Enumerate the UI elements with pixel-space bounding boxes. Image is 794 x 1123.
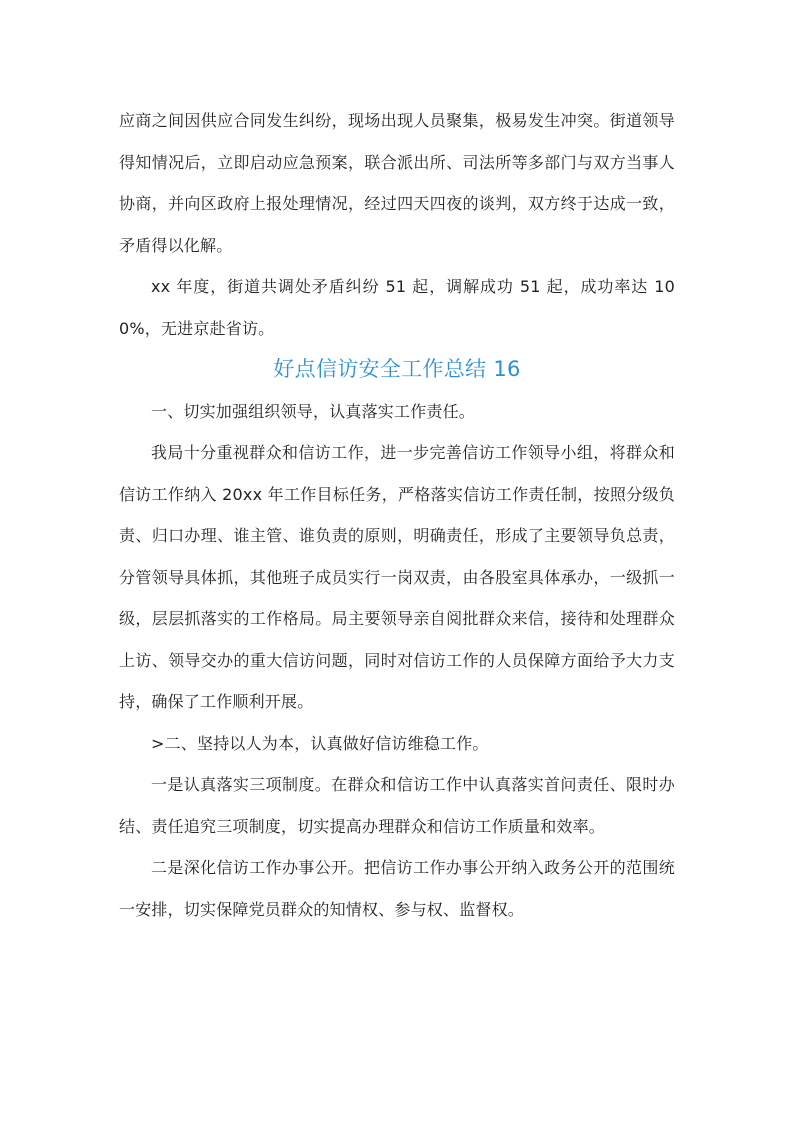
section-heading: 好点信访安全工作总结 16 xyxy=(273,357,521,381)
body-paragraph-1: 应商之间因供应合同发生纠纷，现场出现人员聚集，极易发生冲突。街道领导得知情况后，立即启动应急预案，联合派出所、司法所等多部门与双方当事人协商，并向区政府上报处理情况，经过四天四夜的谈判，双方终于达成一致，矛盾得以化解。 xyxy=(119,111,675,255)
body-paragraph-7: 二是深化信访工作办事公开。把信访工作办事公开纳入政务公开的范围统一安排，切实保障党员群众的知情权、参与权、监督权。 xyxy=(119,858,675,919)
body-paragraph-2: xx 年度，街道共调处矛盾纠纷 51 起，调解成功 51 起，成功率达 100%，无进京赴省访。 xyxy=(119,277,675,338)
body-paragraph-4: 我局十分重视群众和信访工作，进一步完善信访工作领导小组，将群众和信访工作纳入 20xx 年工作目标任务，严格落实信访工作责任制，按照分级负责、归口办理、谁主管、谁负责的原则，明确责任，形成了主要领导负总责，分管领导具体抓，其他班子成员实行一岗双责，由各股室具体承办，一级抓一级，层层抓落实的工作格局。局主要领导亲自阅批群众来信，接待和处理群众上访、领导交办的重大信访问题，同时对信访工作的人员保障方面给予大力支持，确保了工作顺利开展。 xyxy=(119,443,675,711)
body-paragraph-5: >二、坚持以人为本，认真做好信访维稳工作。 xyxy=(151,733,489,753)
body-paragraph-3: 一、切实加强组织领导，认真落实工作责任。 xyxy=(151,401,476,421)
document-body xyxy=(119,100,675,930)
body-paragraph-6: 一是认真落实三项制度。在群众和信访工作中认真落实首问责任、限时办结、责任追究三项制度，切实提高办理群众和信访工作质量和效率。 xyxy=(119,775,675,836)
